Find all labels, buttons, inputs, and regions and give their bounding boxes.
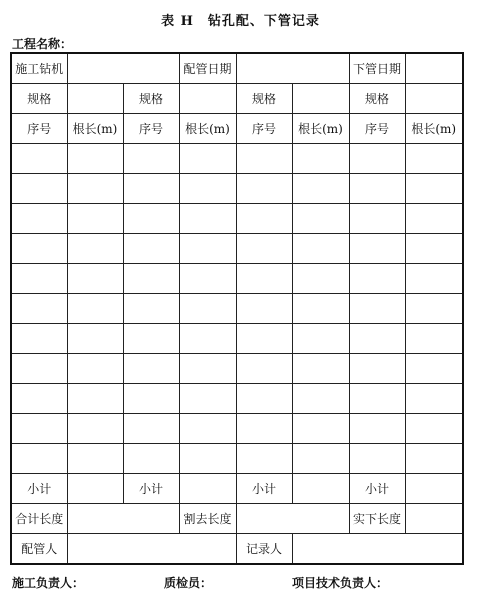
table-row <box>11 324 463 354</box>
table-row <box>11 354 463 384</box>
cut-length-value-cell[interactable] <box>236 504 349 534</box>
seq-header: 序号 <box>11 114 67 144</box>
subtotal-label: 小计 <box>11 474 67 504</box>
table-cell[interactable] <box>236 384 292 414</box>
constructor-signature-label: 施工负责人： <box>12 576 85 590</box>
subtotal-label: 小计 <box>236 474 292 504</box>
drill-value-cell[interactable] <box>67 53 179 84</box>
table-cell[interactable] <box>236 204 292 234</box>
table-cell[interactable] <box>292 204 349 234</box>
seq-header: 序号 <box>236 114 292 144</box>
table-cell[interactable] <box>67 174 123 204</box>
table-cell[interactable] <box>123 174 179 204</box>
table-cell[interactable] <box>236 264 292 294</box>
spec-label: 规格 <box>236 84 292 114</box>
table-row <box>11 144 463 174</box>
spec-label: 规格 <box>123 84 179 114</box>
table-cell[interactable] <box>349 294 405 324</box>
table-cell[interactable] <box>349 324 405 354</box>
table-cell[interactable] <box>123 444 179 474</box>
table-cell[interactable] <box>292 354 349 384</box>
table-cell[interactable] <box>405 144 463 174</box>
pipe-date-value-cell[interactable] <box>236 53 349 84</box>
table-row <box>11 264 463 294</box>
length-header: 根长(m) <box>179 114 236 144</box>
table-row <box>11 384 463 414</box>
total-length-label: 合计长度 <box>11 504 67 534</box>
length-header: 根长(m) <box>405 114 463 144</box>
table-cell[interactable] <box>123 294 179 324</box>
subtotal-label: 小计 <box>349 474 405 504</box>
table-cell[interactable] <box>123 264 179 294</box>
table-cell[interactable] <box>405 204 463 234</box>
table-cell[interactable] <box>405 414 463 444</box>
pipe-person-value-cell[interactable] <box>67 534 236 565</box>
table-cell[interactable] <box>405 384 463 414</box>
table-cell[interactable] <box>405 264 463 294</box>
recorder-value-cell[interactable] <box>292 534 463 565</box>
tech-signature-label: 项目技术负责人： <box>292 576 389 590</box>
subtotal-value-cell[interactable] <box>292 474 349 504</box>
cut-length-label: 割去长度 <box>179 504 236 534</box>
table-cell[interactable] <box>179 384 236 414</box>
table-row <box>11 444 463 474</box>
table-cell[interactable] <box>405 174 463 204</box>
table-cell[interactable] <box>349 414 405 444</box>
table-row <box>11 204 463 234</box>
table-row <box>11 294 463 324</box>
table-cell[interactable] <box>11 294 67 324</box>
pipe-person-label: 配管人 <box>11 534 67 565</box>
length-header: 根长(m) <box>67 114 123 144</box>
table-cell[interactable] <box>11 444 67 474</box>
table-cell[interactable] <box>292 414 349 444</box>
table-cell[interactable] <box>179 204 236 234</box>
table-cell[interactable] <box>11 384 67 414</box>
table-cell[interactable] <box>292 144 349 174</box>
table-cell[interactable] <box>67 354 123 384</box>
length-header: 根长(m) <box>292 114 349 144</box>
subtotal-label: 小计 <box>123 474 179 504</box>
table-cell[interactable] <box>11 144 67 174</box>
table-row <box>11 174 463 204</box>
table-cell[interactable] <box>405 324 463 354</box>
subtotal-row <box>11 474 463 504</box>
table-cell[interactable] <box>123 204 179 234</box>
table-cell[interactable] <box>179 324 236 354</box>
spec-row <box>11 84 463 114</box>
table-cell[interactable] <box>179 444 236 474</box>
spec-value-cell[interactable] <box>405 84 463 114</box>
table-cell[interactable] <box>179 294 236 324</box>
table-cell[interactable] <box>11 174 67 204</box>
table-cell[interactable] <box>236 234 292 264</box>
table-cell[interactable] <box>349 144 405 174</box>
seq-header: 序号 <box>349 114 405 144</box>
subtotal-value-cell[interactable] <box>405 474 463 504</box>
table-row <box>11 234 463 264</box>
spec-value-cell[interactable] <box>67 84 123 114</box>
table-cell[interactable] <box>11 204 67 234</box>
table-cell[interactable] <box>236 324 292 354</box>
table-cell[interactable] <box>67 264 123 294</box>
page-title: 表 H 钻孔配、下管记录 <box>161 14 320 29</box>
table-cell[interactable] <box>123 144 179 174</box>
table-cell[interactable] <box>405 354 463 384</box>
subtotal-value-cell[interactable] <box>67 474 123 504</box>
table-cell[interactable] <box>179 414 236 444</box>
install-date-value-cell[interactable] <box>405 53 463 84</box>
table-cell[interactable] <box>11 264 67 294</box>
totals-row <box>11 504 463 534</box>
pipe-date-label: 配管日期 <box>179 53 236 84</box>
table-cell[interactable] <box>292 294 349 324</box>
table-cell[interactable] <box>123 354 179 384</box>
table-cell[interactable] <box>405 234 463 264</box>
actual-length-value-cell[interactable] <box>405 504 463 534</box>
recorder-label: 记录人 <box>236 534 292 565</box>
table-cell[interactable] <box>67 294 123 324</box>
table-row <box>11 414 463 444</box>
actual-length-label: 实下长度 <box>349 504 405 534</box>
table-cell[interactable] <box>67 324 123 354</box>
spec-value-cell[interactable] <box>179 84 236 114</box>
table-cell[interactable] <box>123 324 179 354</box>
table-cell[interactable] <box>236 144 292 174</box>
table-cell[interactable] <box>349 384 405 414</box>
table-cell[interactable] <box>67 384 123 414</box>
table-cell[interactable] <box>67 144 123 174</box>
subtotal-value-cell[interactable] <box>179 474 236 504</box>
drill-label: 施工钻机 <box>11 53 67 84</box>
table-cell[interactable] <box>349 204 405 234</box>
record-table <box>10 52 464 565</box>
table-cell[interactable] <box>349 444 405 474</box>
table-cell[interactable] <box>292 384 349 414</box>
spec-value-cell[interactable] <box>292 84 349 114</box>
column-header-row <box>11 114 463 144</box>
spec-label: 规格 <box>349 84 405 114</box>
table-cell[interactable] <box>179 144 236 174</box>
table-cell[interactable] <box>292 324 349 354</box>
table-cell[interactable] <box>11 324 67 354</box>
table-cell[interactable] <box>11 354 67 384</box>
table-cell[interactable] <box>179 264 236 294</box>
table-cell[interactable] <box>292 444 349 474</box>
table-cell[interactable] <box>405 444 463 474</box>
header-row-drill <box>11 53 463 84</box>
project-name-label: 工程名称： <box>12 37 73 51</box>
table-cell[interactable] <box>236 414 292 444</box>
table-cell[interactable] <box>349 354 405 384</box>
table-cell[interactable] <box>11 234 67 264</box>
table-cell[interactable] <box>349 234 405 264</box>
table-cell[interactable] <box>179 354 236 384</box>
table-cell[interactable] <box>123 234 179 264</box>
table-cell[interactable] <box>67 234 123 264</box>
table-cell[interactable] <box>236 174 292 204</box>
people-row <box>11 534 463 565</box>
total-length-value-cell[interactable] <box>67 504 179 534</box>
table-cell[interactable] <box>179 174 236 204</box>
table-cell[interactable] <box>179 234 236 264</box>
table-cell[interactable] <box>349 174 405 204</box>
table-cell[interactable] <box>67 414 123 444</box>
table-cell[interactable] <box>405 294 463 324</box>
table-cell[interactable] <box>292 174 349 204</box>
table-cell[interactable] <box>67 204 123 234</box>
spec-label: 规格 <box>11 84 67 114</box>
table-cell[interactable] <box>292 264 349 294</box>
table-cell[interactable] <box>11 414 67 444</box>
table-cell[interactable] <box>123 384 179 414</box>
table-cell[interactable] <box>67 444 123 474</box>
table-cell[interactable] <box>349 264 405 294</box>
table-cell[interactable] <box>123 414 179 444</box>
table-cell[interactable] <box>236 354 292 384</box>
table-cell[interactable] <box>236 294 292 324</box>
table-cell[interactable] <box>292 234 349 264</box>
install-date-label: 下管日期 <box>349 53 405 84</box>
inspector-signature-label: 质检员： <box>164 576 213 590</box>
table-cell[interactable] <box>236 444 292 474</box>
seq-header: 序号 <box>123 114 179 144</box>
